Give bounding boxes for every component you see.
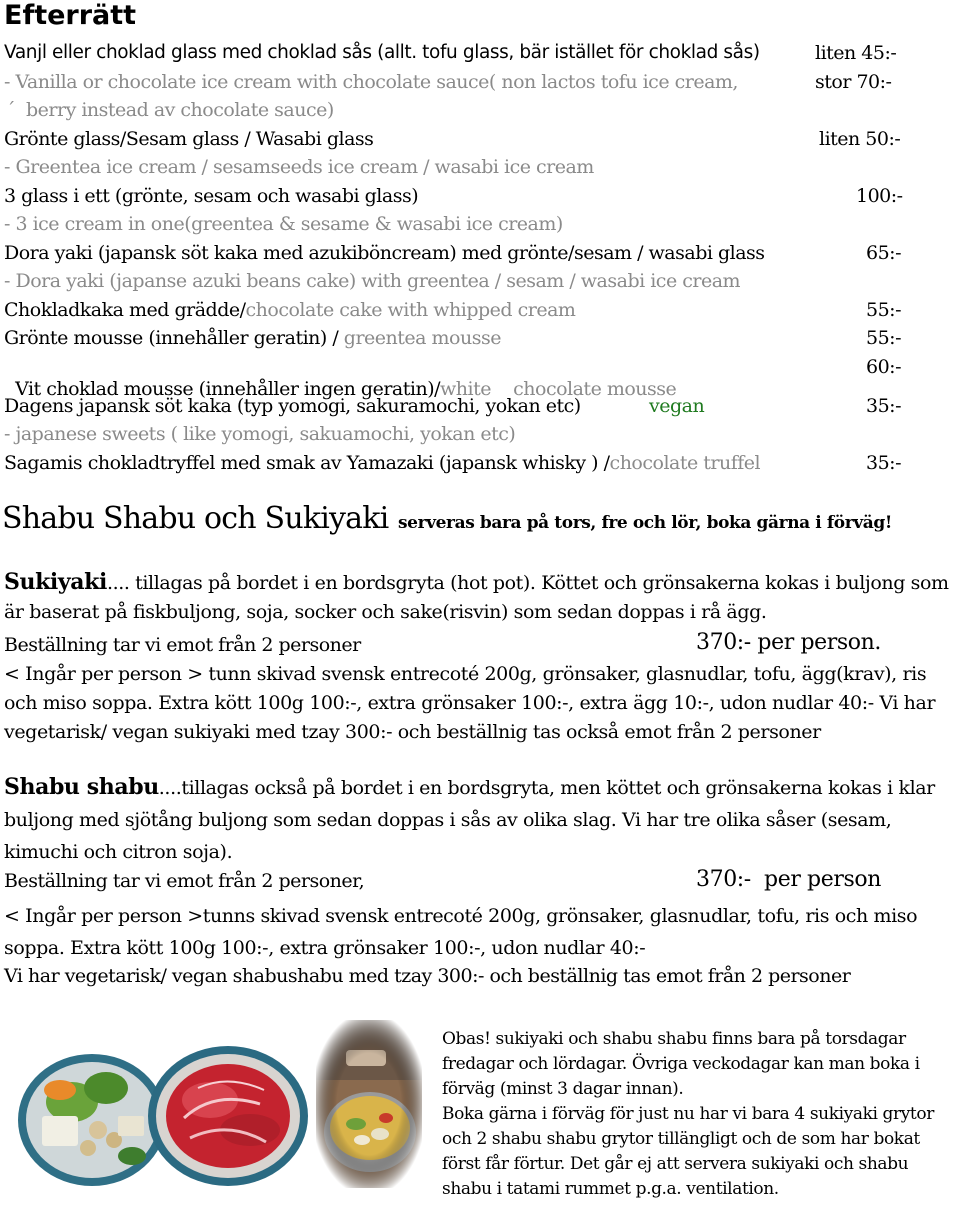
item5-price: 55:- <box>866 299 901 321</box>
item1-swedish: Vanjl eller choklad glass med choklad sås (allt. tofu glass, bär istället för choklad sås) <box>4 42 760 63</box>
item8-vegan-tag: vegan <box>649 395 705 417</box>
item7-price: 60:- <box>866 356 901 378</box>
item4-price: 65:- <box>866 242 901 264</box>
shabu-desc-text: ....tillagas också på bordet i en bordsgryta, men köttet och grönsakerna kokas i klar buljong med sjötång buljong som sedan doppas i sås av olika slag. Vi har tre olika såser (sesam, kimuchi och citron soja). <box>4 777 935 863</box>
shabu-photo <box>316 1020 422 1188</box>
sukiyaki-order: Beställning tar vi emot från 2 personer <box>4 634 361 656</box>
item3-english: - 3 ice cream in one(greentea & sesame & wasabi ice cream) <box>4 213 563 235</box>
item1-english-cont: berry instead av chocolate sauce) <box>26 99 334 121</box>
item4-swedish: Dora yaki (japansk söt kaka med azukiböncream) med grönte/sesam / wasabi glass <box>4 242 765 264</box>
shabu-sukiyaki-heading: Shabu Shabu och Sukiyaki <box>2 501 389 536</box>
shabu-includes: < Ingår per person >tunns skivad svensk entrecoté 200g, grönsaker, glasnudlar, tofu, ris och miso soppa. Extra kött 100g 100:-, extra grönsaker 100:-, udon nudlar 40:- <box>4 905 918 959</box>
item1-price-small: liten 45:- <box>815 42 897 64</box>
item7-line <box>4 356 676 400</box>
item4-english: - Dora yaki (japanse azuki beans cake) with greentea / sesam / wasabi ice cream <box>4 270 741 292</box>
item5-line <box>4 299 575 321</box>
item2-swedish: Grönte glass/Sesam glass / Wasabi glass <box>4 128 374 150</box>
item8-swedish: Dagens japansk söt kaka (typ yomogi, sakuramochi, yokan etc) <box>4 395 581 417</box>
sukiyaki-price: 370:- per person. <box>696 630 881 655</box>
hot-pot-illustration <box>316 1020 422 1188</box>
shabu-name: Shabu shabu <box>4 774 159 800</box>
notice-paragraph-1: Obas! sukiyaki och shabu shabu finns bara på torsdagar fredagar och lördagar. Övriga veckodagar kan man boka i förväg (minst 3 dagar innan). <box>442 1029 920 1099</box>
notice-paragraph-2: Boka gärna i förväg för just nu har vi bara 4 sukiyaki grytor och 2 shabu shabu grytor tillängligt och de som har bokat först får förtur. Det går ej att servera sukiyaki och shabu shabu i tatami rummet p.g.a. ventilation. <box>442 1104 934 1199</box>
sukiyaki-includes: < Ingår per person > tunn skivad svensk entrecoté 200g, grönsaker, glasnudlar, tofu, ägg(krav), ris och miso soppa. Extra kött 100g 100:-, extra grönsaker 100:-, extra ägg 10:-, udon nudlar 40:- Vi har vegetarisk/ vegan sukiyaki med tzay 300:- och beställnig tas också emot från 2 personer <box>4 663 936 743</box>
item9-swedish: Sagamis chokladtryffel med smak av Yamazaki (japansk whisky ) / <box>4 452 610 474</box>
item6-swedish: Grönte mousse (innehåller geratin) / <box>4 327 339 349</box>
item9-english: chocolate truffel <box>609 452 761 474</box>
item7-english: white chocolate mousse <box>440 378 677 400</box>
item6-english: greentea mousse <box>343 327 501 349</box>
item5-english: chocolate cake with whipped cream <box>245 299 576 321</box>
sukiyaki-desc-text: .... tillagas på bordet i en bordsgryta (hot pot). Köttet och grönsakerna kokas i buljong som är baserat på fiskbuljong, soja, socker och sake(risvin) som sedan doppas i rå ägg. <box>4 572 949 623</box>
item2-price: liten 50:- <box>819 128 901 150</box>
shabu-price: 370:- per person <box>696 867 881 892</box>
sukiyaki-description <box>4 568 954 627</box>
item8-english: - japanese sweets ( like yomogi, sakuamochi, yokan etc) <box>4 423 516 445</box>
item1-english: - Vanilla or chocolate ice cream with chocolate sauce( non lactos tofu ice cream, <box>4 71 738 93</box>
item1-price-big: stor 70:- <box>815 71 892 93</box>
item9-price: 35:- <box>866 452 901 474</box>
sukiyaki-name: Sukiyaki <box>4 569 107 595</box>
shabu-sukiyaki-note: serveras bara på tors, fre och lör, boka gärna i förväg! <box>398 513 892 533</box>
item8-price: 35:- <box>866 395 901 417</box>
item3-price: 100:- <box>856 185 903 207</box>
page-title: Efterrätt <box>4 0 137 31</box>
item6-price: 55:- <box>866 327 901 349</box>
sukiyaki-ingredients-illustration <box>14 1030 310 1192</box>
notice-block <box>442 1027 960 1202</box>
shabu-description <box>4 771 949 868</box>
shabu-order: Beställning tar vi emot från 2 personer, <box>4 870 365 892</box>
item1-accent-mark: ´ <box>6 99 15 121</box>
item6-line <box>4 327 501 349</box>
shabu-vegan-note: Vi har vegetarisk/ vegan shabushabu med tzay 300:- och beställnig tas emot från 2 personer <box>4 965 851 987</box>
item2-english: - Greentea ice cream / sesamseeds ice cream / wasabi ice cream <box>4 156 594 178</box>
sukiyaki-photo <box>14 1030 310 1192</box>
item5-swedish: Chokladkaka med grädde/ <box>4 299 246 321</box>
item3-swedish: 3 glass i ett (grönte, sesam och wasabi glass) <box>4 185 419 207</box>
item9-line <box>4 452 760 474</box>
item7-swedish: Vit choklad mousse (innehåller ingen geratin)/ <box>15 378 441 400</box>
